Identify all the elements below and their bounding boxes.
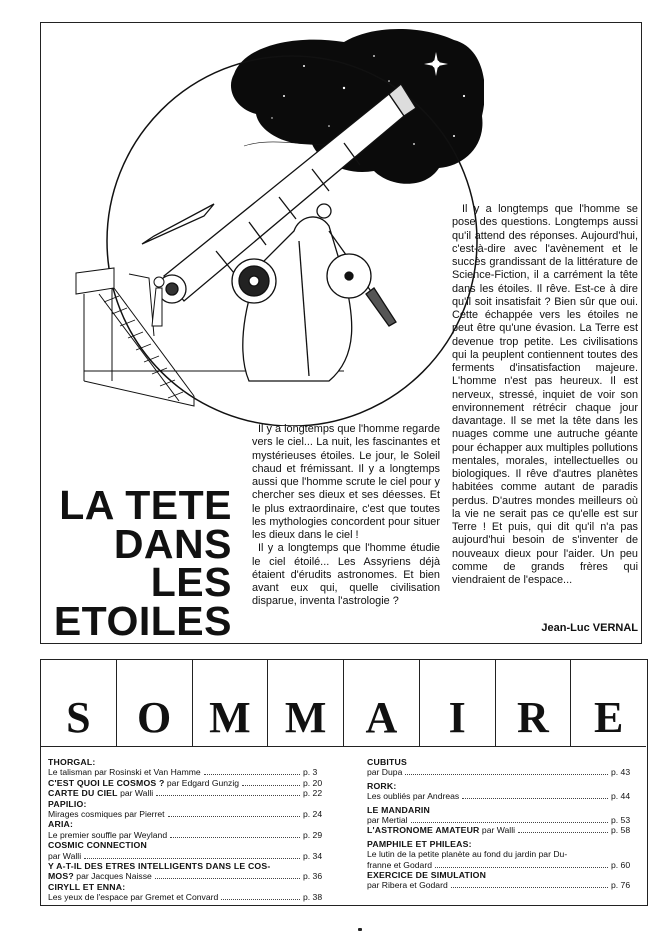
article-headline xyxy=(48,482,232,644)
toc-entry-cubitus[interactable] xyxy=(367,757,639,778)
toc-entry-cosmos[interactable] xyxy=(48,778,331,788)
toc-entry-aria[interactable] xyxy=(48,819,331,840)
toc-page: p. 24 xyxy=(303,809,323,820)
toc-entry-etres-intelligents[interactable] xyxy=(48,861,331,882)
toc-right xyxy=(367,757,639,891)
toc-author: par Edgard Gunzig xyxy=(166,777,240,788)
toc-page: p. 76 xyxy=(611,880,631,891)
toc-subtitle: Le lutin de la petite planète au fond du jardin par Du- xyxy=(367,849,568,860)
headline-line: ETOILES xyxy=(53,597,232,644)
headline-line: LA TETE xyxy=(59,482,232,528)
toc-title: EXERCICE DE SIMULATION xyxy=(367,870,487,881)
toc-title: THORGAL: xyxy=(48,757,96,767)
sommaire-letter: I xyxy=(420,660,496,746)
headline-line: DANS xyxy=(113,520,232,567)
toc-title: ARIA: xyxy=(48,819,74,830)
toc-title: CIRYLL ET ENNA: xyxy=(48,881,126,892)
author-signature: Jean-Luc VERNAL xyxy=(541,622,638,634)
intro-paragraph: Il y a longtemps que l'homme se pose des questions. Longtemps aussi qu'il attend des réponses. Aujourd'hui, c'est-à-dire avec l'avènement et le succès grandissant de la littérature de Science-Fiction, il a carrément la tête dans les étoiles. Il rêve. Est-ce à dire qu'il soit insatisfait ? Bien sûr que oui. Cette échappée vers les étoiles ne peut être qu'une évasion. La Terre est devenue trop petite. Les civilisations qui la peuplent contiennent toutes des ferments d'insatisfaction majeure. L'homme n'est pas heureux. Il est nerveux, stressé, inquiet de voir son environnement rétrécir chaque jour davantage. Il se met la tête dans les nuages comme une autruche géante pour échapper aux multiples pollutions mentales, morales, intellectuelles ou biologiques. Il rêve d'autres planètes habitées comme autant de paradis perdus. D'autres mondes meilleurs où la vie ne serait pas ce qu'elle est sur Terre ! Et puis, qui dit qu'il n'a pas aujourd'hui besoin de s'inventer de nouveaux dieux pour l'aider. Un peu comme de grands frères qui viendraient de l'espace... xyxy=(452,203,638,586)
intro-paragraph: Il y a longtemps que l'homme regarde vers le ciel... La nuit, les fascinantes et mystérieuses étoiles. Le jour, le Soleil chaud et frémissant. Il y a longtemps aussi que l'homme scrute le ciel pour y chercher ses dieux et ses déesses. Et le plus extraordinaire, c'est que toutes les mythologies concordent pour situer les dieux dans le ciel ! xyxy=(252,423,440,541)
toc-page: p. 38 xyxy=(303,892,323,903)
toc-left xyxy=(48,757,331,903)
toc-page: p. 53 xyxy=(611,815,631,826)
sommaire-title xyxy=(41,660,646,747)
toc-subtitle: Les oubliés par Andreas xyxy=(367,791,460,802)
toc-subtitle: par Dupa xyxy=(367,767,403,778)
toc-page: p. 44 xyxy=(611,791,631,802)
sommaire-letter: M xyxy=(193,660,269,746)
toc-author: par Walli xyxy=(481,825,516,836)
toc-title-cont: MOS? xyxy=(48,871,74,882)
sommaire-letter: O xyxy=(117,660,193,746)
toc-page: p. 43 xyxy=(611,767,631,778)
toc-entry-le-mandarin[interactable] xyxy=(367,805,639,826)
intro-text-right xyxy=(452,203,638,587)
sommaire-letter: S xyxy=(41,660,117,746)
toc-entry-thorgal[interactable] xyxy=(48,757,331,778)
toc-page: p. 34 xyxy=(303,850,323,861)
toc-title: CARTE DU CIEL xyxy=(48,788,118,799)
toc-author: par Walli xyxy=(120,788,154,799)
toc-title: L'ASTRONOME AMATEUR xyxy=(367,825,480,836)
toc-entry-rork[interactable] xyxy=(367,781,639,802)
intro-paragraph: Il y a longtemps que l'homme étudie le ciel étoilé... Les Assyriens déjà étaient d'érudits astronomes. Et bien avant eux qui, quelle civilisation disparue, inventa l'astrologie ? xyxy=(252,542,440,608)
toc-subtitle: Mirages cosmiques par Pierret xyxy=(48,809,165,820)
toc-entry-carte-du-ciel[interactable] xyxy=(48,788,331,798)
toc-title: RORK: xyxy=(367,780,397,791)
toc-page: p. 58 xyxy=(611,825,631,836)
sommaire-letter: E xyxy=(593,693,624,742)
toc-subtitle: par Ribera et Godard xyxy=(367,880,448,891)
toc-page: p. 29 xyxy=(303,829,323,840)
toc-page: p. 36 xyxy=(303,871,323,882)
sommaire-letter: R xyxy=(496,660,572,746)
headline-line: LES xyxy=(150,559,232,605)
toc-subtitle: franne et Godard xyxy=(367,859,432,870)
toc-page: p. 3 xyxy=(303,767,318,778)
toc-entry-cosmic-connection[interactable] xyxy=(48,840,331,861)
toc-title: CUBITUS xyxy=(367,757,408,767)
toc-subtitle: Le talisman par Rosinski et Van Hamme xyxy=(48,767,201,778)
telescope-illustration xyxy=(44,26,484,426)
toc-title: COSMIC CONNECTION xyxy=(48,840,147,851)
toc-title: Y A-T-IL DES ETRES INTELLIGENTS DANS LE COS- xyxy=(48,861,271,872)
toc-entry-pamphile-et-phileas[interactable] xyxy=(367,839,639,870)
print-mark xyxy=(358,928,362,931)
toc-entry-exercice-de-simulation[interactable] xyxy=(367,870,639,891)
toc-title: LE MANDARIN xyxy=(367,804,431,815)
toc-author: par Jacques Naisse xyxy=(76,871,152,882)
toc-title: C'EST QUOI LE COSMOS ? xyxy=(48,777,165,788)
toc-page: p. 22 xyxy=(303,788,323,799)
toc-entry-papilio[interactable] xyxy=(48,799,331,820)
toc-page: p. 20 xyxy=(303,777,323,788)
toc-subtitle: par Walli xyxy=(48,850,82,861)
astronomer-figure xyxy=(152,277,164,326)
toc-title: PAMPHILE ET PHILEAS: xyxy=(367,838,472,849)
toc-page: p. 60 xyxy=(611,859,631,870)
toc-title: PAPILIO: xyxy=(48,798,87,809)
toc-entry-ciryll-et-enna[interactable] xyxy=(48,882,331,903)
toc-entry-astronome-amateur[interactable] xyxy=(367,825,639,835)
toc-subtitle: par Mertial xyxy=(367,815,408,826)
sommaire-letter: A xyxy=(344,660,420,746)
intro-text-middle xyxy=(252,423,440,609)
toc-subtitle: Le premier souffle par Weyland xyxy=(48,829,168,840)
sommaire-letter: M xyxy=(268,660,344,746)
toc-subtitle: Les yeux de l'espace par Gremet et Convard xyxy=(48,892,219,903)
